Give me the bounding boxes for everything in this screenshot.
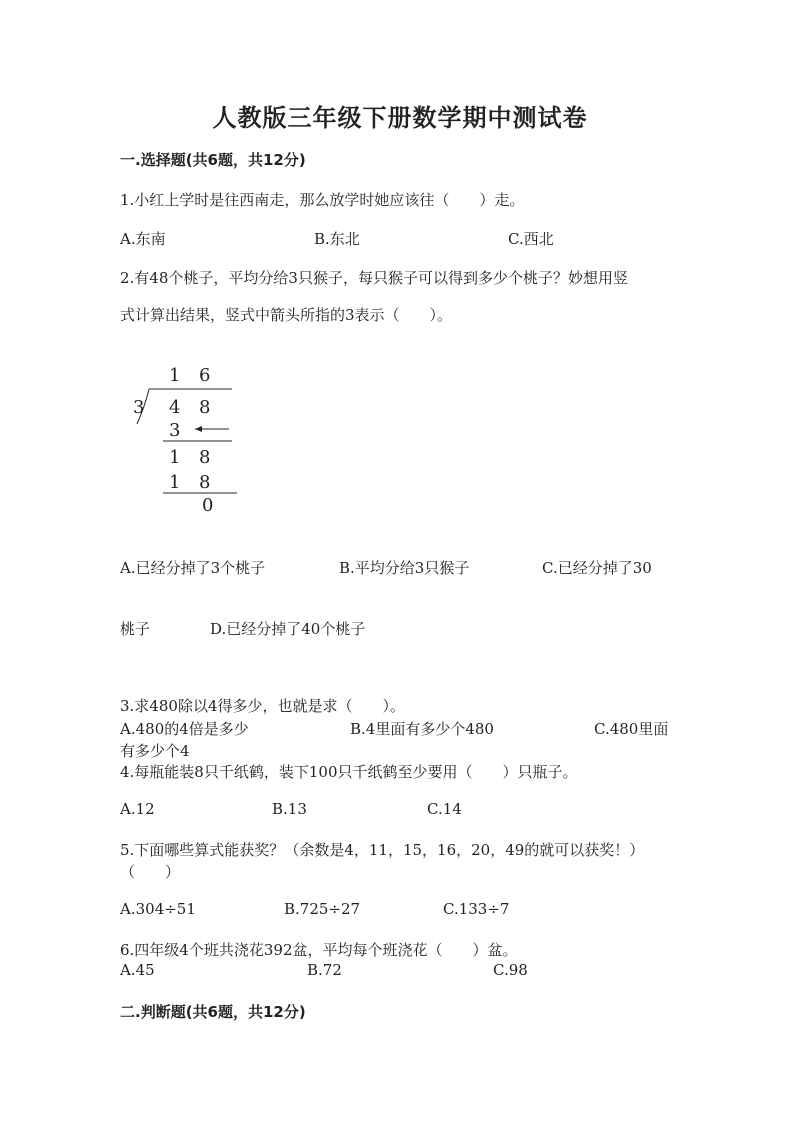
question-5-stem-line-2: （ ） [120,863,181,881]
question-5-option-b: B.725÷27 [284,900,361,918]
question-2-stem-line-2: 式计算出结果，竖式中箭头所指的3表示（ ）。 [120,306,453,324]
long-division-svg [125,358,245,518]
step3-digit-ones: 8 [199,472,211,493]
dividend-digit-tens: 4 [169,397,181,418]
step2-digit-tens: 1 [169,447,181,468]
question-2-option-c-continued: 桃子 [120,620,151,638]
question-4-option-a: A.12 [120,800,155,818]
question-3-option-a: A.480的4倍是多少 [120,720,249,738]
page-title: 人教版三年级下册数学期中测试卷 [212,104,588,132]
divisor-digit: 3 [133,397,145,418]
question-6-option-b: B.72 [307,961,342,979]
question-2-option-b: B.平均分给3只猴子 [339,559,470,577]
question-1-stem: 1.小红上学时是往西南走，那么放学时她应该往（ ）走。 [120,191,525,209]
question-5-option-c: C.133÷7 [443,900,510,918]
dividend-digit-ones: 8 [199,397,211,418]
question-2-option-c: C.已经分掉了30 [542,559,652,577]
question-3-option-c-continued: 有多少个4 [120,742,190,760]
question-4-stem: 4.每瓶能装8只千纸鹤，装下100只千纸鹤至少要用（ ）只瓶子。 [120,763,578,781]
question-5-stem-line-1: 5.下面哪些算式能获奖？（余数是4，11，15，16，20，49的就可以获奖！） [120,841,645,859]
question-6-option-a: A.45 [120,961,155,979]
question-4-option-c: C.14 [427,800,462,818]
question-1-option-c: C.西北 [508,230,554,248]
arrow-head-icon [195,426,202,432]
section-heading-choice: 一.选择题(共6题，共12分) [120,151,306,169]
step2-digit-ones: 8 [199,447,211,468]
question-4-option-b: B.13 [272,800,307,818]
question-1-option-b: B.东北 [314,230,360,248]
question-3-stem: 3.求480除以4得多少，也就是求（ ）。 [120,697,405,715]
quotient-digit-ones: 6 [199,365,211,386]
section-heading-judgement: 二.判断题(共6题，共12分) [120,1003,306,1021]
question-2-option-a: A.已经分掉了3个桃子 [120,559,266,577]
question-2-stem-line-1: 2.有48个桃子，平均分给3只猴子，每只猴子可以得到多少个桃子？妙想用竖 [120,269,628,287]
quotient-digit-tens: 1 [169,365,181,386]
product-digit-3: 3 [169,420,181,441]
question-1-option-a: A.东南 [120,230,166,248]
remainder-digit: 0 [202,495,214,516]
question-5-option-a: A.304÷51 [120,900,196,918]
long-division-figure [125,358,245,518]
question-2-option-d: D.已经分掉了40个桃子 [210,620,366,638]
question-6-stem: 6.四年级4个班共浇花392盆，平均每个班浇花（ ）盆。 [120,941,518,959]
step3-digit-tens: 1 [169,472,181,493]
question-3-option-b: B.4里面有多少个480 [350,720,494,738]
question-3-option-c: C.480里面 [594,720,669,738]
question-6-option-c: C.98 [493,961,528,979]
